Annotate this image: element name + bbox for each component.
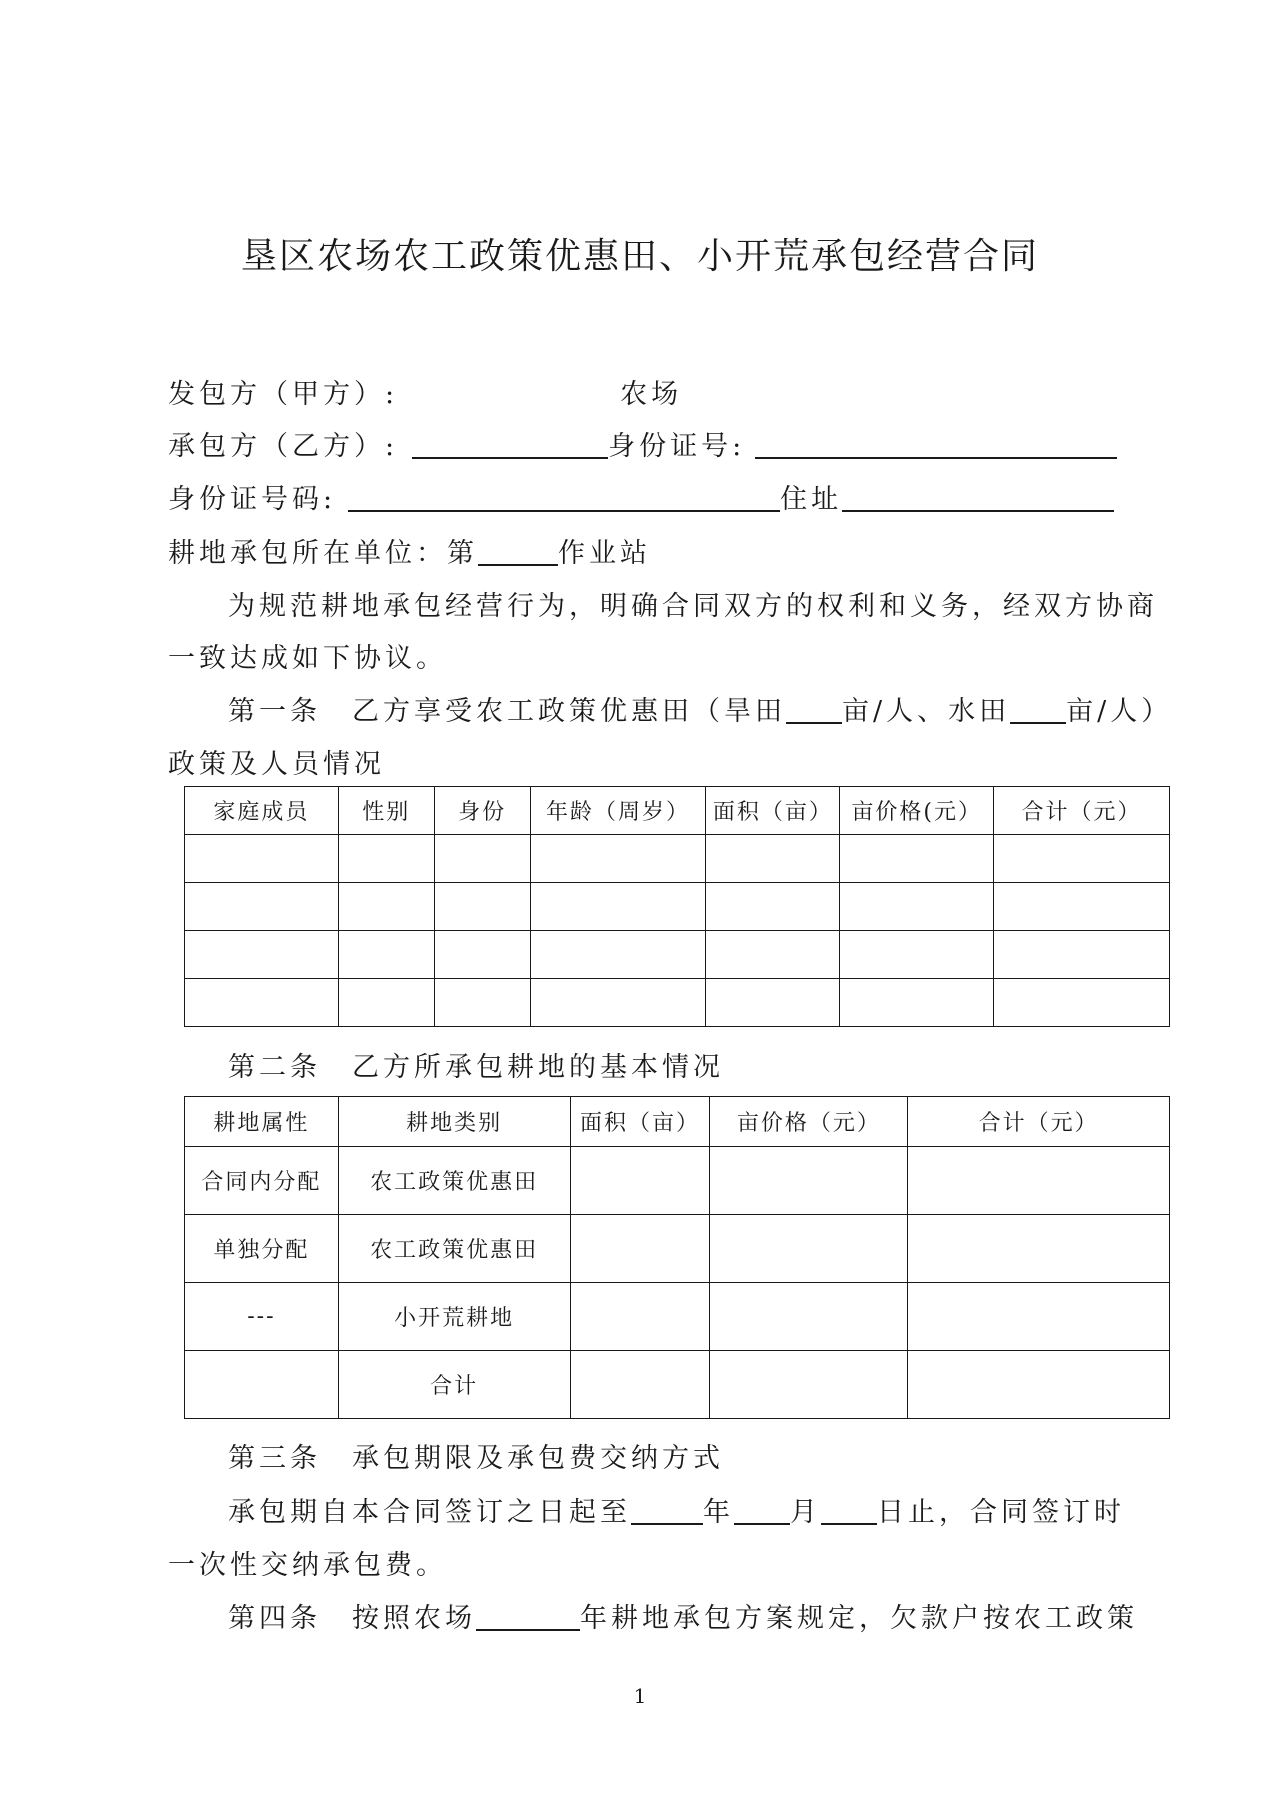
address-blank[interactable] — [842, 480, 1114, 512]
land-type-cell: 合计 — [338, 1351, 570, 1419]
table-cell[interactable] — [706, 931, 840, 979]
end-day-blank[interactable] — [821, 1493, 877, 1525]
table-row — [185, 835, 1170, 883]
plan-year-blank[interactable] — [476, 1599, 580, 1631]
table-cell[interactable] — [185, 979, 339, 1027]
table-cell[interactable] — [994, 931, 1170, 979]
header-land-attribute: 耕地属性 — [185, 1097, 339, 1147]
header-land-price: 亩价格（元） — [710, 1097, 908, 1147]
header-land-type: 耕地类别 — [338, 1097, 570, 1147]
article-1-line-2: 政策及人员情况 — [168, 749, 385, 780]
land-attribute-cell: --- — [185, 1283, 339, 1351]
article-3-term-row — [228, 1490, 1125, 1529]
month-label: 月 — [790, 1497, 821, 1528]
table-cell[interactable] — [434, 883, 530, 931]
party-b-name-blank[interactable] — [412, 427, 608, 459]
header-land-total: 合计（元） — [908, 1097, 1170, 1147]
table-cell[interactable] — [908, 1283, 1170, 1351]
table-cell[interactable] — [434, 835, 530, 883]
personnel-table — [184, 786, 1170, 1027]
party-b-id-label: 身份证号: — [608, 431, 746, 462]
party-a-row — [168, 372, 682, 411]
table-row — [185, 1351, 1170, 1419]
article-3-line-2: 一次性交纳承包费。 — [168, 1550, 447, 1581]
header-area: 面积（亩） — [706, 787, 840, 835]
end-year-blank[interactable] — [631, 1493, 703, 1525]
table-cell[interactable] — [994, 835, 1170, 883]
unit-number-blank[interactable] — [478, 534, 558, 566]
header-age: 年龄（周岁） — [530, 787, 706, 835]
unit-row — [168, 531, 651, 570]
table-cell[interactable] — [840, 835, 994, 883]
table-cell[interactable] — [338, 883, 434, 931]
table-cell[interactable] — [570, 1283, 710, 1351]
table-cell[interactable] — [710, 1283, 908, 1351]
table-cell[interactable] — [530, 931, 706, 979]
table-row — [185, 1283, 1170, 1351]
paddy-field-blank[interactable] — [1010, 692, 1066, 724]
document-title: 垦区农场农工政策优惠田、小开荒承包经营合同 — [240, 236, 1039, 277]
year-label: 年 — [703, 1497, 734, 1528]
header-gender: 性别 — [338, 787, 434, 835]
table-cell[interactable] — [706, 979, 840, 1027]
land-table — [184, 1096, 1170, 1419]
article-4-row — [228, 1596, 1138, 1635]
table-cell[interactable] — [840, 883, 994, 931]
article-1-part-1: 第一条 乙方享受农工政策优惠田（旱田 — [228, 696, 786, 727]
address-label: 住址 — [780, 484, 843, 515]
article-1-part-2: 亩/人、水田 — [842, 696, 1011, 727]
article-2-heading: 第二条 乙方所承包耕地的基本情况 — [228, 1052, 724, 1083]
table-cell[interactable] — [706, 883, 840, 931]
id-number-row — [168, 477, 1114, 516]
header-total: 合计（元） — [994, 787, 1170, 835]
unit-suffix: 作业站 — [558, 538, 651, 569]
table-cell[interactable] — [530, 835, 706, 883]
header-family-member: 家庭成员 — [185, 787, 339, 835]
intro-line-1: 为规范耕地承包经营行为，明确合同双方的权利和义务，经双方协商 — [228, 591, 1158, 622]
id-number-blank[interactable] — [348, 480, 780, 512]
intro-line-2: 一致达成如下协议。 — [168, 643, 447, 674]
table-cell[interactable] — [185, 835, 339, 883]
table-cell[interactable] — [434, 979, 530, 1027]
table-cell[interactable] — [710, 1147, 908, 1215]
article-3-part-2: 日止，合同签订时 — [877, 1497, 1125, 1528]
page-number: 1 — [633, 1684, 647, 1708]
table-cell[interactable] — [530, 883, 706, 931]
table-cell[interactable] — [530, 979, 706, 1027]
table-cell[interactable] — [840, 979, 994, 1027]
table-cell[interactable] — [710, 1351, 908, 1419]
header-land-area: 面积（亩） — [570, 1097, 710, 1147]
header-identity: 身份 — [434, 787, 530, 835]
unit-prefix: 耕地承包所在单位：第 — [168, 538, 478, 569]
table-cell[interactable] — [570, 1215, 710, 1283]
table-cell[interactable] — [434, 931, 530, 979]
table-cell[interactable] — [994, 883, 1170, 931]
article-1-part-3: 亩/人） — [1066, 696, 1173, 727]
land-attribute-cell — [185, 1351, 339, 1419]
party-b-id-blank[interactable] — [755, 427, 1117, 459]
article-3-part-1: 承包期自本合同签订之日起至 — [228, 1497, 631, 1528]
land-type-cell: 农工政策优惠田 — [338, 1215, 570, 1283]
table-cell[interactable] — [570, 1147, 710, 1215]
dry-field-blank[interactable] — [786, 692, 842, 724]
table-cell[interactable] — [338, 979, 434, 1027]
party-b-row — [168, 424, 1117, 463]
land-type-cell: 农工政策优惠田 — [338, 1147, 570, 1215]
article-3-heading: 第三条 承包期限及承包费交纳方式 — [228, 1443, 724, 1474]
party-b-label: 承包方（乙方）: — [168, 431, 399, 462]
table-cell[interactable] — [338, 835, 434, 883]
table-cell[interactable] — [185, 931, 339, 979]
table-cell[interactable] — [570, 1351, 710, 1419]
table-cell[interactable] — [185, 883, 339, 931]
table-cell[interactable] — [994, 979, 1170, 1027]
table-row — [185, 979, 1170, 1027]
table-row — [185, 883, 1170, 931]
land-type-cell: 小开荒耕地 — [338, 1283, 570, 1351]
table-row — [185, 1147, 1170, 1215]
table-cell[interactable] — [840, 931, 994, 979]
personnel-header-row — [185, 787, 1170, 835]
table-cell[interactable] — [338, 931, 434, 979]
party-a-label: 发包方（甲方）: — [168, 379, 399, 410]
table-cell[interactable] — [908, 1351, 1170, 1419]
table-cell[interactable] — [908, 1215, 1170, 1283]
header-price-per-mu: 亩价格(元） — [840, 787, 994, 835]
table-cell[interactable] — [908, 1147, 1170, 1215]
id-number-label: 身份证号码: — [168, 484, 337, 515]
end-month-blank[interactable] — [734, 1493, 790, 1525]
article-1-row — [228, 689, 1172, 728]
table-cell[interactable] — [706, 835, 840, 883]
land-attribute-cell: 单独分配 — [185, 1215, 339, 1283]
table-cell[interactable] — [710, 1215, 908, 1283]
land-header-row — [185, 1097, 1170, 1147]
table-row — [185, 1215, 1170, 1283]
table-row — [185, 931, 1170, 979]
article-4-part-1: 第四条 按照农场 — [228, 1603, 476, 1634]
article-4-part-2: 年耕地承包方案规定，欠款户按农工政策 — [580, 1603, 1138, 1634]
land-attribute-cell: 合同内分配 — [185, 1147, 339, 1215]
party-a-suffix: 农场 — [620, 379, 683, 410]
